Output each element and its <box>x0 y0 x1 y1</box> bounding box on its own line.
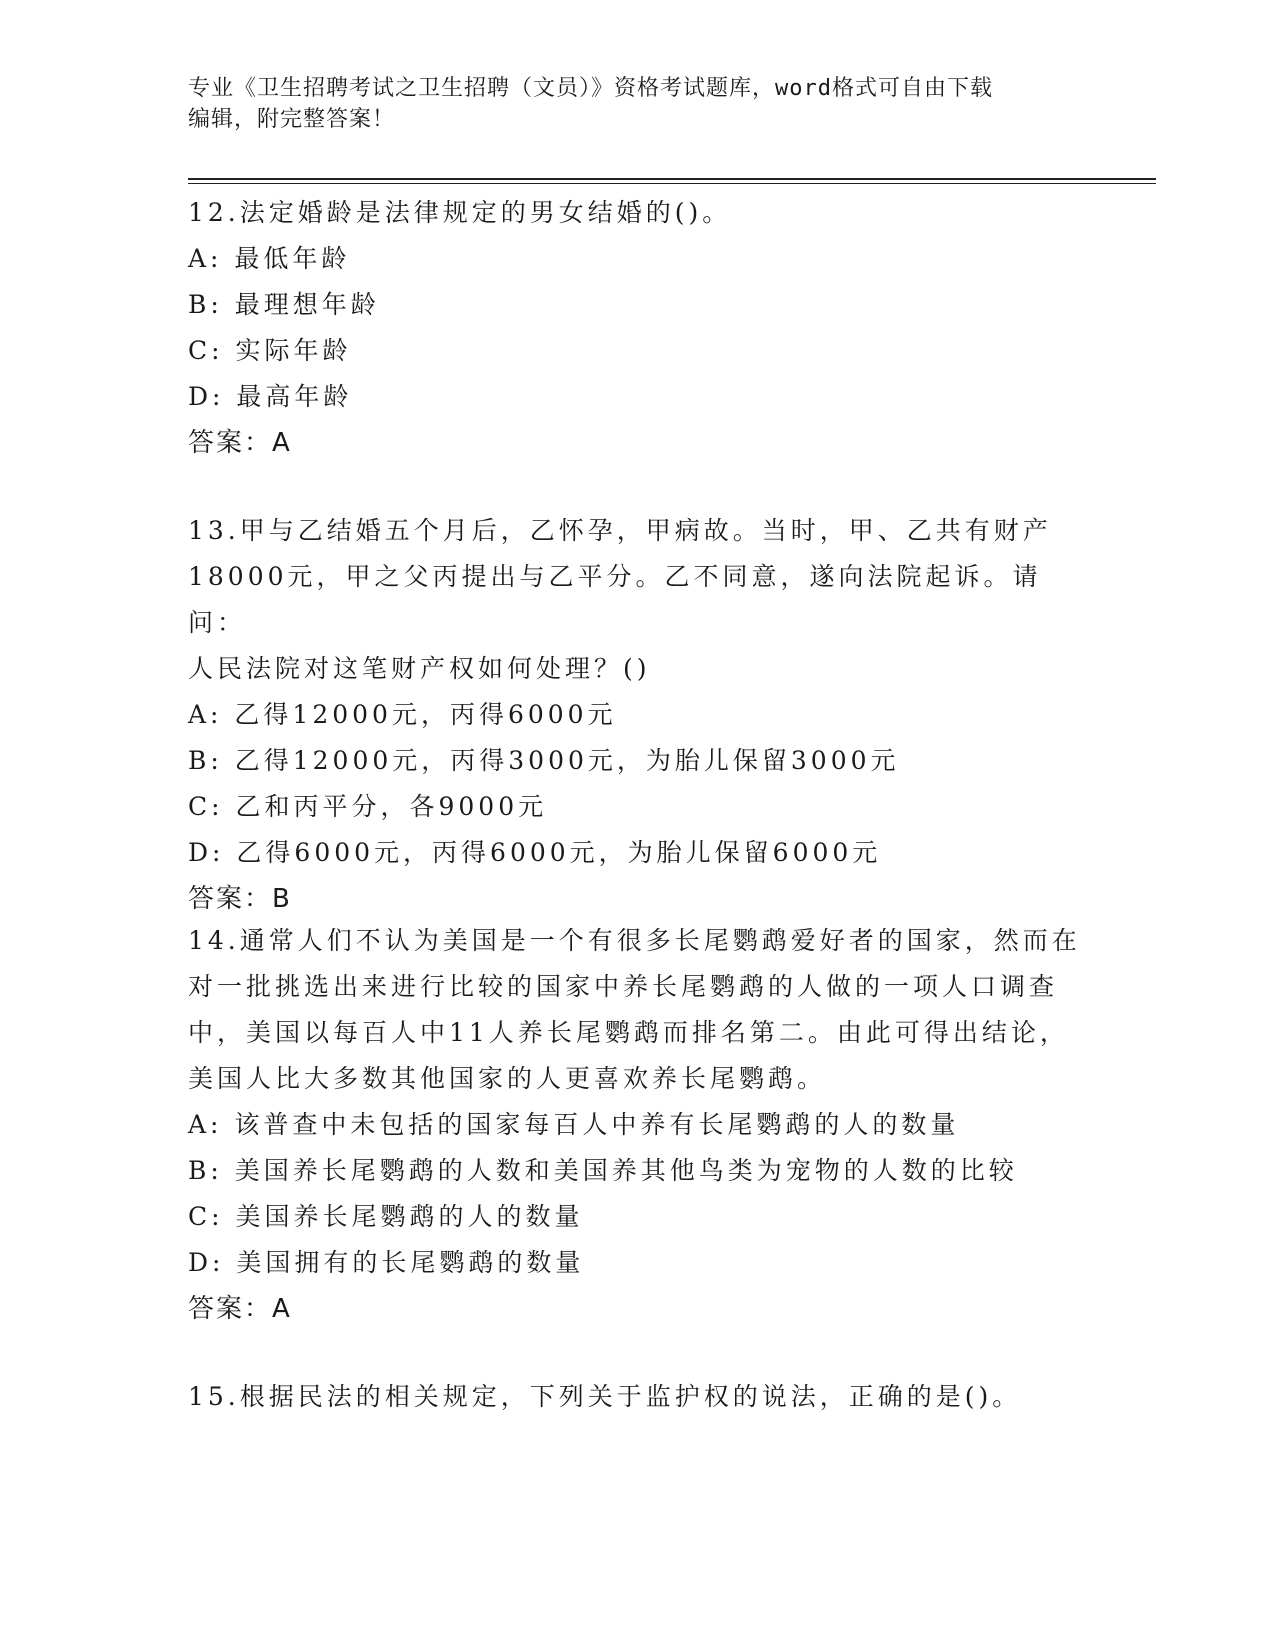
option-d: D: 美国拥有的长尾鹦鹉的数量 <box>188 1248 585 1277</box>
question-text-line: 18000元，甲之父丙提出与乙平分。乙不同意，遂向法院起诉。请问： <box>188 562 1042 637</box>
answer-label: 答案：A <box>188 1294 292 1324</box>
answer-label: 答案：A <box>188 428 292 458</box>
header-divider-thin <box>188 183 1156 184</box>
option-a: A: 该普查中未包括的国家每百人中养有长尾鹦鹉的人的数量 <box>188 1110 960 1139</box>
option-c: C: 乙和丙平分，各9000元 <box>188 792 548 821</box>
option-b: B: 最理想年龄 <box>188 290 380 319</box>
document-header <box>188 73 1088 135</box>
header-line-1: 专业《卫生招聘考试之卫生招聘（文员）》资格考试题库，word格式可自由下载 <box>188 76 993 101</box>
option-d: D: 乙得6000元，丙得6000元，为胎儿保留6000元 <box>188 838 882 867</box>
option-c: C: 美国养长尾鹦鹉的人的数量 <box>188 1202 584 1231</box>
question-text-line: 人民法院对这笔财产权如何处理？() <box>188 654 651 683</box>
option-a: A: 乙得12000元，丙得6000元 <box>188 700 617 729</box>
header-divider-thick <box>188 178 1156 180</box>
question-14 <box>188 918 1088 1332</box>
question-text: 15.根据民法的相关规定，下列关于监护权的说法，正确的是()。 <box>188 1382 1022 1411</box>
option-b: B: 美国养长尾鹦鹉的人数和美国养其他鸟类为宠物的人数的比较 <box>188 1156 1018 1185</box>
question-text-line: 美国人比大多数其他国家的人更喜欢养长尾鹦鹉。 <box>188 1064 827 1093</box>
option-d: D: 最高年龄 <box>188 382 353 411</box>
option-a: A: 最低年龄 <box>188 244 351 273</box>
question-text-line: 13.甲与乙结婚五个月后，乙怀孕，甲病故。当时，甲、乙共有财产 <box>188 516 1052 545</box>
option-c: C: 实际年龄 <box>188 336 352 365</box>
question-text-line: 对一批挑选出来进行比较的国家中养长尾鹦鹉的人做的一项人口调查 <box>188 972 1059 1001</box>
question-13 <box>188 508 1088 922</box>
answer-label: 答案：B <box>188 884 292 914</box>
question-12 <box>188 190 1088 466</box>
option-b: B: 乙得12000元，丙得3000元，为胎儿保留3000元 <box>188 746 900 775</box>
question-text-line: 14.通常人们不认为美国是一个有很多长尾鹦鹉爱好者的国家，然而在 <box>188 926 1081 955</box>
header-line-2: 编辑，附完整答案！ <box>188 107 396 132</box>
question-text: 12.法定婚龄是法律规定的男女结婚的()。 <box>188 198 732 227</box>
question-text-line: 中，美国以每百人中11人养长尾鹦鹉而排名第二。由此可得出结论， <box>188 1018 1069 1047</box>
question-15 <box>188 1374 1088 1420</box>
